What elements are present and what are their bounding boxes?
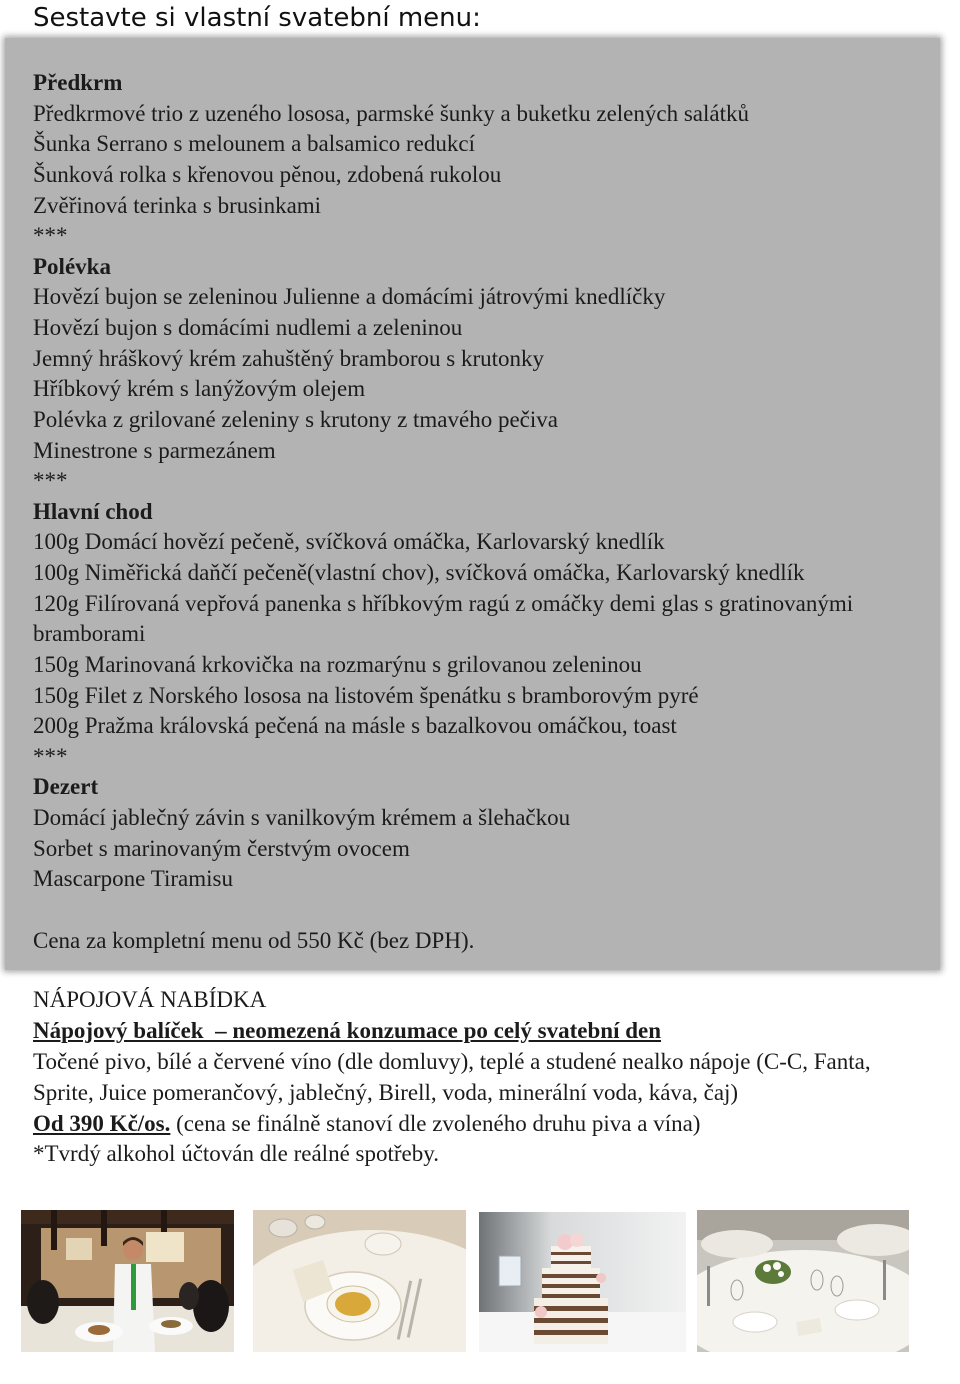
- page-title: Sestavte si vlastní svatební menu:: [33, 3, 481, 33]
- photo-waiter-serving: [21, 1210, 234, 1352]
- menu-price-note: Cena za kompletní menu od 550 Kč (bez DPH).: [33, 927, 475, 953]
- section-separator: ***: [33, 743, 68, 769]
- drinks-heading: NÁPOJOVÁ NABÍDKA: [33, 987, 267, 1012]
- menu-item: Jemný hráškový krém zahuštěný bramborou s krutonky: [33, 345, 545, 371]
- menu-item: Předkrmové trio z uzeného lososa, parmské šunky a buketku zelených salátků: [33, 100, 749, 126]
- menu-box: [5, 38, 940, 970]
- photo-banquet-image: [697, 1210, 909, 1352]
- drinks-package-title: Nápojový balíček – neomezená konzumace po celý svatební den: [33, 1017, 662, 1043]
- menu-item: Šunka Serrano s melounem a balsamico redukcí: [33, 131, 475, 157]
- menu-item: 100g Domácí hovězí pečeně, svíčková omáčka, Karlovarský knedlík: [33, 529, 665, 555]
- menu-item: Domácí jablečný závin s vanilkovým krémem a šlehačkou: [33, 805, 571, 831]
- section-separator: ***: [33, 468, 68, 494]
- menu-item: Sorbet s marinovaným čerstvým ovocem: [33, 835, 410, 861]
- drinks-price-line: [33, 1109, 943, 1140]
- spacer: [33, 895, 940, 926]
- menu-item: Minestrone s parmezánem: [33, 437, 276, 463]
- drinks-footnote: *Tvrdý alkohol účtován dle reálné spotřeby.: [33, 1141, 439, 1167]
- photo-wedding-cake: [479, 1212, 686, 1352]
- menu-item: Mascarpone Tiramisu: [33, 866, 233, 892]
- menu-item: 150g Filet z Norského lososa na listovém špenátku s bramborovým pyré: [33, 682, 699, 708]
- menu-item: Šunková rolka s křenovou pěnou, zdobená rukolou: [33, 161, 502, 187]
- drinks-description-line: Sprite, Juice pomerančový, jablečný, Birell, voda, minerální voda, káva, čaj): [33, 1079, 739, 1105]
- section-separator: ***: [33, 223, 68, 249]
- menu-item: 200g Pražma královská pečená na másle s bazalkovou omáčkou, toast: [33, 713, 677, 739]
- section-heading-dezert: Dezert: [33, 774, 99, 800]
- menu-item: 100g Niměřická daňčí pečeně(vlastní chov), svíčková omáčka, Karlovarský knedlík: [33, 560, 805, 585]
- drinks-section: [33, 985, 943, 1170]
- section-heading-polevka: Polévka: [33, 253, 111, 279]
- menu-item: Hříbkový krém s lanýžovým olejem: [33, 376, 366, 402]
- photo-soup-image: [253, 1210, 466, 1352]
- drinks-price-note: (cena se finálně stanoví dle zvoleného druhu piva a vína): [170, 1110, 701, 1136]
- drinks-description-line: Točené pivo, bílé a červené víno (dle domluvy), teplé a studené nealko nápoje (C-C, Fanta,: [33, 1048, 871, 1074]
- menu-item: 150g Marinovaná krkovička na rozmarýnu s grilovanou zeleninou: [33, 651, 642, 677]
- menu-item: Zvěřinová terinka s brusinkami: [33, 192, 322, 218]
- menu-item: Hovězí bujon se zeleninou Julienne a domácími játrovými knedlíčky: [33, 284, 666, 310]
- photo-banquet-tables: [697, 1210, 909, 1352]
- photo-waiter-image: [21, 1210, 234, 1352]
- menu-item: Polévka z grilované zeleniny s krutony z tmavého pečiva: [33, 406, 558, 432]
- photo-table-soup: [253, 1210, 466, 1352]
- menu-item: Hovězí bujon s domácími nudlemi a zeleninou: [33, 315, 463, 340]
- photo-cake-image: [479, 1212, 686, 1352]
- section-heading-predkrm: Předkrm: [33, 70, 123, 95]
- menu-item: 120g Filírovaná vepřová panenka s hříbkovým ragú z omáčky demi glas s gratinovanými bramborami: [33, 590, 854, 647]
- section-heading-hlavni-chod: Hlavní chod: [33, 498, 153, 524]
- drinks-price: Od 390 Kč/os.: [33, 1110, 171, 1136]
